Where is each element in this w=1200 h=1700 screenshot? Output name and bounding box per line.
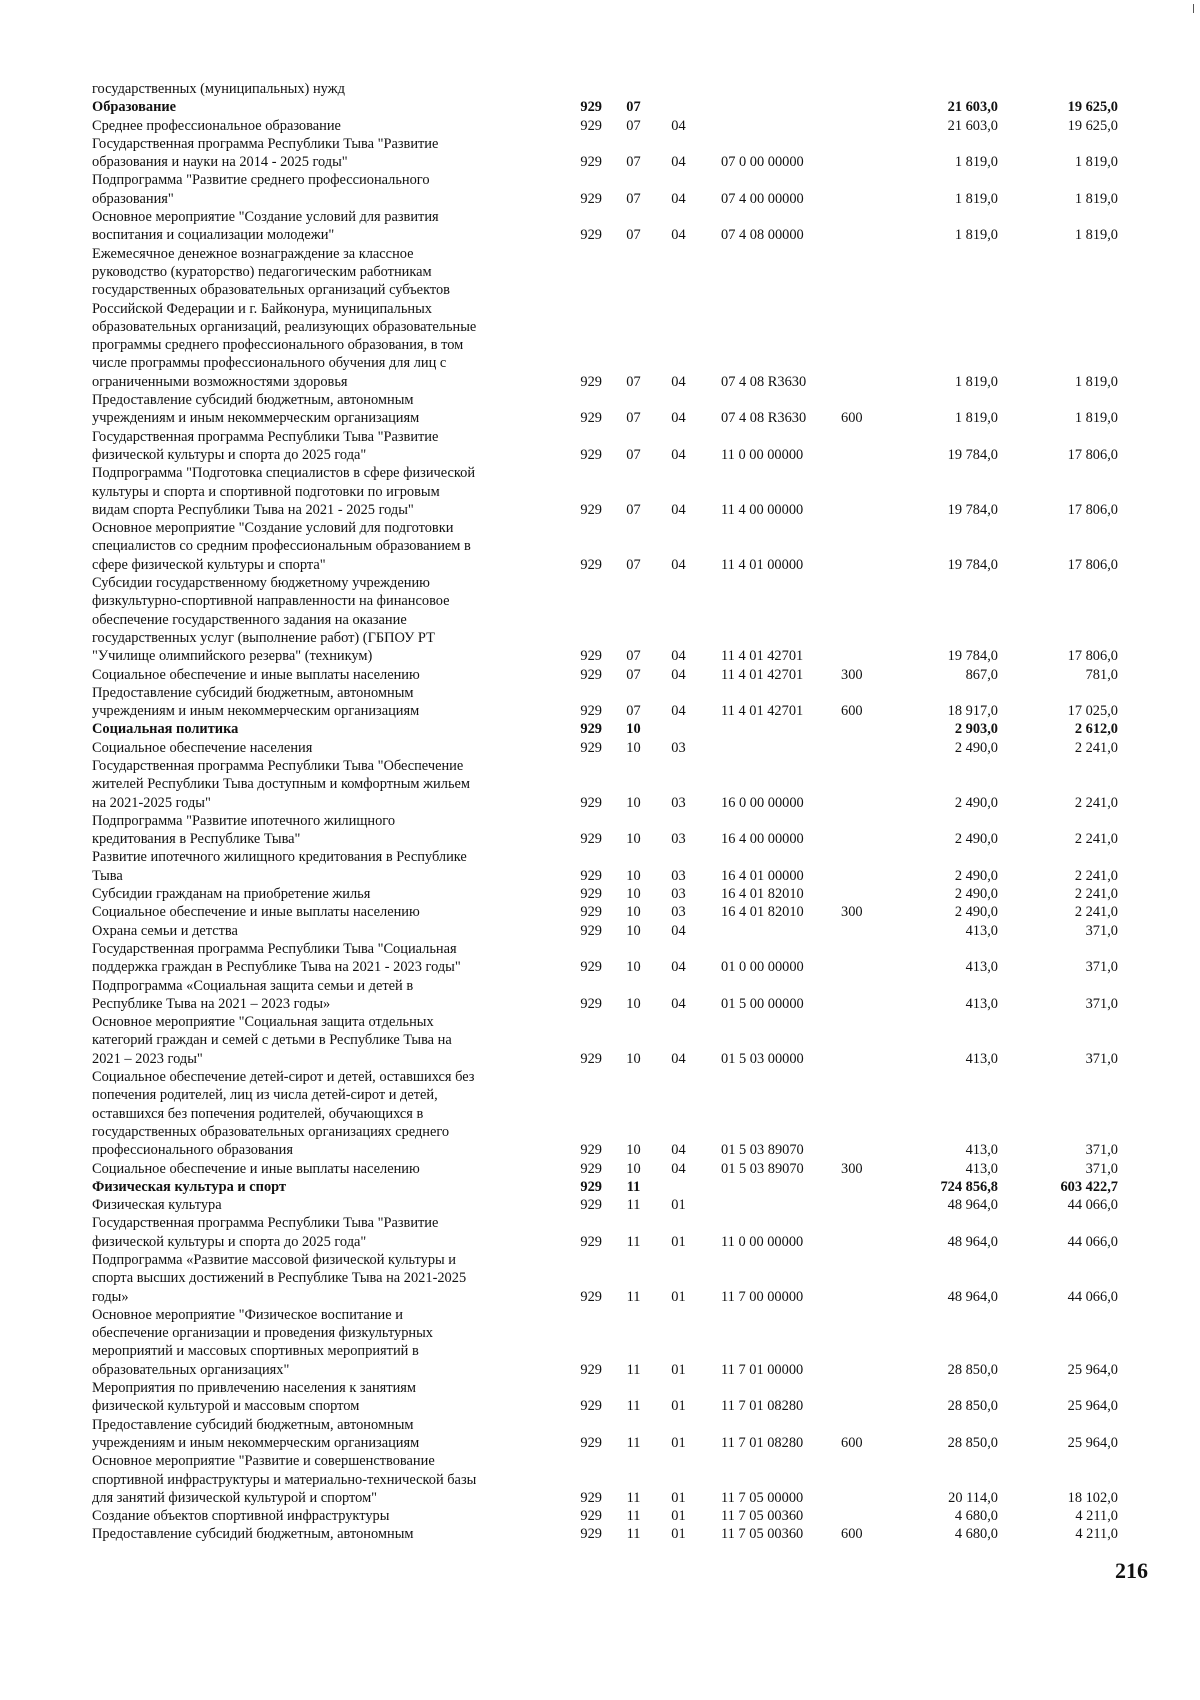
section-code: 07 bbox=[626, 227, 641, 244]
amount-year-1: 1 819,0 bbox=[954, 190, 998, 207]
amount-year-1: 413,0 bbox=[965, 995, 998, 1012]
department-code: 929 bbox=[580, 1178, 602, 1195]
amount-year-1: 1 819,0 bbox=[954, 154, 998, 171]
department-code: 929 bbox=[580, 1233, 602, 1250]
amount-year-2: 25 964,0 bbox=[1067, 1434, 1118, 1451]
amount-year-1: 48 964,0 bbox=[947, 1288, 998, 1305]
subsection-code: 04 bbox=[671, 648, 686, 665]
amount-year-2: 2 612,0 bbox=[1074, 721, 1118, 738]
subsection-code: 04 bbox=[671, 1142, 686, 1159]
amount-year-2: 2 241,0 bbox=[1074, 739, 1118, 756]
subsection-code: 04 bbox=[671, 154, 686, 171]
section-code: 10 bbox=[626, 886, 641, 903]
amount-year-1: 20 114,0 bbox=[948, 1489, 998, 1506]
row-name: Подпрограмма «Развитие массовой физической культуры и спорта высших достижений в Республике Тыва на 2021-2025 годы» bbox=[92, 1252, 467, 1305]
table-row bbox=[92, 1251, 1157, 1306]
amount-year-2: 2 241,0 bbox=[1074, 831, 1118, 848]
table-row bbox=[92, 1379, 1157, 1416]
target-article-code: 07 4 08 R3630 bbox=[721, 410, 807, 427]
amount-year-1: 18 917,0 bbox=[947, 703, 998, 720]
amount-year-1: 19 784,0 bbox=[947, 648, 998, 665]
subsection-code: 03 bbox=[671, 904, 686, 921]
subsection-code: 04 bbox=[671, 373, 686, 390]
section-code: 07 bbox=[626, 703, 641, 720]
subsection-code: 03 bbox=[671, 886, 686, 903]
amount-year-2: 371,0 bbox=[1085, 1142, 1118, 1159]
department-code: 929 bbox=[580, 831, 602, 848]
amount-year-1: 2 490,0 bbox=[954, 886, 998, 903]
amount-year-1: 2 490,0 bbox=[954, 831, 998, 848]
subsection-code: 01 bbox=[671, 1508, 686, 1525]
subsection-code: 04 bbox=[671, 227, 686, 244]
target-article-code: 11 7 01 00000 bbox=[721, 1361, 804, 1378]
section-code: 11 bbox=[626, 1489, 641, 1506]
subsection-code: 01 bbox=[671, 1526, 686, 1543]
subsection-code: 04 bbox=[671, 501, 686, 518]
row-name: Ежемесячное денежное вознаграждение за классное руководство (кураторство) педагогическим работникам государственных образовательных организаций субъектов Российской Федерации и г. Байконура, муниципальных образовательных организаций, реализующих образовательные программы среднего профессионального образования, в том числе программы профессионального обучения для лиц с ограниченными возможностями здоровья bbox=[92, 245, 477, 390]
department-code: 929 bbox=[580, 721, 602, 738]
amount-year-1: 19 784,0 bbox=[947, 501, 998, 518]
target-article-code: 16 4 00 00000 bbox=[721, 831, 804, 848]
target-article-code: 07 4 08 R3630 bbox=[721, 373, 807, 390]
table-row bbox=[92, 245, 1157, 391]
target-article-code: 11 4 01 42701 bbox=[721, 648, 804, 665]
row-name: Подпрограмма "Развитие ипотечного жилищного кредитования в Республике Тыва" bbox=[92, 812, 396, 848]
section-code: 07 bbox=[626, 190, 641, 207]
amount-year-1: 867,0 bbox=[965, 666, 998, 683]
row-name: Социальное обеспечение и иные выплаты населению bbox=[92, 904, 420, 921]
amount-year-2: 25 964,0 bbox=[1067, 1398, 1118, 1415]
amount-year-2: 371,0 bbox=[1085, 1160, 1118, 1177]
row-name: Основное мероприятие "Развитие и совершенствование спортивной инфраструктуры и материально-технической базы для занятий физической культурой и спортом" bbox=[92, 1453, 477, 1506]
row-name: Основное мероприятие "Физическое воспитание и обеспечение организации и проведения физкультурных мероприятий и массовых спортивных мероприятий в образовательных организациях" bbox=[92, 1306, 433, 1378]
department-code: 929 bbox=[580, 1197, 602, 1214]
amount-year-2: 371,0 bbox=[1085, 922, 1118, 939]
amount-year-2: 25 964,0 bbox=[1067, 1361, 1118, 1378]
section-code: 11 bbox=[626, 1288, 641, 1305]
row-name: Развитие ипотечного жилищного кредитования в Республике Тыва bbox=[92, 849, 467, 884]
row-name: Подпрограмма "Развитие среднего профессионального образования" bbox=[92, 172, 430, 207]
row-name: Социальное обеспечение и иные выплаты населению bbox=[92, 666, 420, 683]
department-code: 929 bbox=[580, 556, 602, 573]
subsection-code: 03 bbox=[671, 831, 686, 848]
subsection-code: 01 bbox=[671, 1489, 686, 1506]
department-code: 929 bbox=[580, 867, 602, 884]
expense-type-code: 600 bbox=[841, 410, 863, 427]
subsection-code: 01 bbox=[671, 1361, 686, 1378]
subsection-code: 04 bbox=[671, 1050, 686, 1067]
section-code: 11 bbox=[626, 1434, 641, 1451]
amount-year-1: 4 680,0 bbox=[954, 1508, 998, 1525]
row-name: Подпрограмма "Подготовка специалистов в сфере физической культуры и спорта и спортивной подготовки по игровым видам спорта Республики Тыва на 2021 - 2025 годы" bbox=[92, 465, 476, 518]
amount-year-1: 28 850,0 bbox=[947, 1434, 998, 1451]
department-code: 929 bbox=[580, 703, 602, 720]
amount-year-2: 44 066,0 bbox=[1067, 1233, 1118, 1250]
target-article-code: 11 4 01 42701 bbox=[721, 666, 804, 683]
section-code: 10 bbox=[626, 1142, 641, 1159]
subsection-code: 04 bbox=[671, 666, 686, 683]
department-code: 929 bbox=[580, 227, 602, 244]
table-row bbox=[92, 464, 1157, 519]
amount-year-1: 48 964,0 bbox=[947, 1197, 998, 1214]
row-name: Физическая культура и спорт bbox=[92, 1178, 287, 1195]
table-row bbox=[92, 757, 1157, 812]
table-row bbox=[92, 208, 1157, 245]
section-code: 11 bbox=[626, 1233, 641, 1250]
amount-year-2: 17 806,0 bbox=[1067, 556, 1118, 573]
section-code: 11 bbox=[626, 1398, 641, 1415]
subsection-code: 04 bbox=[671, 117, 686, 134]
department-code: 929 bbox=[580, 410, 602, 427]
target-article-code: 11 7 05 00360 bbox=[721, 1508, 804, 1525]
amount-year-1: 28 850,0 bbox=[947, 1361, 998, 1378]
section-code: 11 bbox=[626, 1197, 641, 1214]
section-code: 10 bbox=[626, 959, 641, 976]
table-row bbox=[92, 848, 1157, 885]
table-row bbox=[92, 922, 1157, 940]
section-code: 10 bbox=[626, 721, 641, 738]
amount-year-2: 18 102,0 bbox=[1067, 1489, 1118, 1506]
department-code: 929 bbox=[580, 117, 602, 134]
subsection-code: 04 bbox=[671, 1160, 686, 1177]
row-name: Субсидии государственному бюджетному учреждению физкультурно-спортивной направленности на финансовое обеспечение государственного задания на оказание государственных услуг (выполнение работ) (ГБПОУ РТ "Училище олимпийского резерва" (техникум) bbox=[92, 575, 450, 665]
row-name: Государственная программа Республики Тыва "Развитие физической культуры и спорта до 2025 года" bbox=[92, 428, 439, 463]
amount-year-2: 17 025,0 bbox=[1067, 703, 1118, 720]
amount-year-1: 413,0 bbox=[965, 959, 998, 976]
subsection-code: 04 bbox=[671, 959, 686, 976]
department-code: 929 bbox=[580, 373, 602, 390]
target-article-code: 11 4 01 00000 bbox=[721, 556, 804, 573]
amount-year-1: 19 784,0 bbox=[947, 446, 998, 463]
table-row bbox=[92, 1160, 1157, 1178]
table-row bbox=[92, 977, 1157, 1014]
department-code: 929 bbox=[580, 995, 602, 1012]
table-row bbox=[92, 98, 1157, 116]
section-code: 10 bbox=[626, 1050, 641, 1067]
subsection-code: 04 bbox=[671, 556, 686, 573]
section-code: 10 bbox=[626, 995, 641, 1012]
subsection-code: 04 bbox=[671, 703, 686, 720]
row-name: Среднее профессиональное образование bbox=[92, 117, 341, 134]
section-code: 10 bbox=[626, 904, 641, 921]
amount-year-1: 21 603,0 bbox=[947, 117, 998, 134]
target-article-code: 11 7 00 00000 bbox=[721, 1288, 804, 1305]
amount-year-2: 44 066,0 bbox=[1067, 1288, 1118, 1305]
amount-year-2: 17 806,0 bbox=[1067, 446, 1118, 463]
table-row bbox=[92, 574, 1157, 665]
row-name: Подпрограмма «Социальная защита семьи и детей в Республике Тыва на 2021 – 2023 годы» bbox=[92, 977, 414, 1012]
section-code: 07 bbox=[626, 556, 641, 573]
subsection-code: 04 bbox=[671, 995, 686, 1012]
amount-year-1: 413,0 bbox=[965, 1142, 998, 1159]
table-row bbox=[92, 1013, 1157, 1068]
subsection-code: 01 bbox=[671, 1288, 686, 1305]
subsection-code: 01 bbox=[671, 1434, 686, 1451]
table-row bbox=[92, 720, 1157, 738]
row-name: Предоставление субсидий бюджетным, автономным bbox=[92, 1526, 414, 1543]
amount-year-1: 1 819,0 bbox=[954, 373, 998, 390]
row-name: Предоставление субсидий бюджетным, автономным учреждениям и иным некоммерческим организациям bbox=[92, 1416, 420, 1451]
target-article-code: 16 4 01 82010 bbox=[721, 904, 804, 921]
amount-year-1: 724 856,8 bbox=[940, 1178, 998, 1195]
amount-year-2: 44 066,0 bbox=[1067, 1197, 1118, 1214]
table-row bbox=[92, 812, 1157, 849]
department-code: 929 bbox=[580, 446, 602, 463]
department-code: 929 bbox=[580, 1050, 602, 1067]
subsection-code: 03 bbox=[671, 867, 686, 884]
target-article-code: 16 4 01 00000 bbox=[721, 867, 804, 884]
amount-year-1: 4 680,0 bbox=[954, 1526, 998, 1543]
row-name: Основное мероприятие "Социальная защита отдельных категорий граждан и семей с детьми в Республике Тыва на 2021 – 2023 годы" bbox=[92, 1014, 452, 1067]
table-row bbox=[92, 80, 1157, 98]
department-code: 929 bbox=[580, 666, 602, 683]
amount-year-2: 2 241,0 bbox=[1074, 904, 1118, 921]
section-code: 10 bbox=[626, 922, 641, 939]
department-code: 929 bbox=[580, 959, 602, 976]
department-code: 929 bbox=[580, 794, 602, 811]
target-article-code: 01 5 03 00000 bbox=[721, 1050, 804, 1067]
department-code: 929 bbox=[580, 886, 602, 903]
section-code: 07 bbox=[626, 154, 641, 171]
section-code: 07 bbox=[626, 446, 641, 463]
table-row bbox=[92, 1525, 1157, 1543]
expense-type-code: 300 bbox=[841, 1160, 863, 1177]
amount-year-1: 28 850,0 bbox=[947, 1398, 998, 1415]
row-name: Социальное обеспечение и иные выплаты населению bbox=[92, 1160, 420, 1177]
row-name: Субсидии гражданам на приобретение жилья bbox=[92, 886, 371, 903]
target-article-code: 01 0 00 00000 bbox=[721, 959, 804, 976]
department-code: 929 bbox=[580, 1142, 602, 1159]
target-article-code: 01 5 00 00000 bbox=[721, 995, 804, 1012]
amount-year-2: 2 241,0 bbox=[1074, 886, 1118, 903]
amount-year-1: 2 490,0 bbox=[954, 904, 998, 921]
target-article-code: 07 4 00 00000 bbox=[721, 190, 804, 207]
amount-year-2: 1 819,0 bbox=[1074, 154, 1118, 171]
amount-year-1: 413,0 bbox=[965, 1050, 998, 1067]
amount-year-1: 2 490,0 bbox=[954, 739, 998, 756]
row-name: Государственная программа Республики Тыва "Обеспечение жителей Республики Тыва доступным и комфортным жильем на 2021-2025 годы" bbox=[92, 757, 470, 811]
section-code: 10 bbox=[626, 1160, 641, 1177]
target-article-code: 16 4 01 82010 bbox=[721, 886, 804, 903]
target-article-code: 11 0 00 00000 bbox=[721, 446, 804, 463]
section-code: 11 bbox=[626, 1508, 641, 1525]
expense-type-code: 600 bbox=[841, 1434, 863, 1451]
amount-year-2: 1 819,0 bbox=[1074, 410, 1118, 427]
amount-year-2: 1 819,0 bbox=[1074, 190, 1118, 207]
target-article-code: 01 5 03 89070 bbox=[721, 1160, 804, 1177]
table-row bbox=[92, 940, 1157, 977]
row-name: Основное мероприятие "Создание условий для подготовки специалистов со средним профессиональным образованием в сфере физической культуры и спорта" bbox=[92, 520, 471, 573]
amount-year-1: 413,0 bbox=[965, 1160, 998, 1177]
subsection-code: 04 bbox=[671, 190, 686, 207]
row-name: Социальное обеспечение населения bbox=[92, 739, 313, 756]
subsection-code: 01 bbox=[671, 1197, 686, 1214]
amount-year-2: 4 211,0 bbox=[1075, 1526, 1118, 1543]
table-row bbox=[92, 1306, 1157, 1379]
row-name: Образование bbox=[92, 99, 177, 116]
amount-year-1: 21 603,0 bbox=[947, 99, 998, 116]
table-row bbox=[92, 135, 1157, 172]
section-code: 07 bbox=[626, 99, 641, 116]
table-row bbox=[92, 739, 1157, 757]
amount-year-2: 2 241,0 bbox=[1074, 794, 1118, 811]
amount-year-1: 19 784,0 bbox=[947, 556, 998, 573]
target-article-code: 11 7 05 00000 bbox=[721, 1489, 804, 1506]
department-code: 929 bbox=[580, 99, 602, 116]
amount-year-1: 1 819,0 bbox=[954, 227, 998, 244]
row-name: Основное мероприятие "Создание условий для развития воспитания и социализации молодежи" bbox=[92, 209, 439, 244]
table-row bbox=[92, 885, 1157, 903]
amount-year-2: 603 422,7 bbox=[1060, 1178, 1118, 1195]
target-article-code: 11 7 05 00360 bbox=[721, 1526, 804, 1543]
section-code: 11 bbox=[626, 1178, 641, 1195]
subsection-code: 03 bbox=[671, 794, 686, 811]
section-code: 11 bbox=[626, 1526, 641, 1543]
section-code: 07 bbox=[626, 501, 641, 518]
section-code: 10 bbox=[626, 794, 641, 811]
row-name: государственных (муниципальных) нужд bbox=[92, 81, 345, 97]
section-code: 07 bbox=[626, 666, 641, 683]
department-code: 929 bbox=[580, 1434, 602, 1451]
amount-year-2: 1 819,0 bbox=[1074, 227, 1118, 244]
page-number: 216 bbox=[1115, 1558, 1148, 1583]
table-row bbox=[92, 1214, 1157, 1251]
target-article-code: 16 0 00 00000 bbox=[721, 794, 804, 811]
row-name: Предоставление субсидий бюджетным, автономным учреждениям и иным некоммерческим организациям bbox=[92, 392, 420, 427]
amount-year-1: 2 903,0 bbox=[954, 721, 998, 738]
subsection-code: 03 bbox=[671, 739, 686, 756]
table-row bbox=[92, 684, 1157, 721]
table-row bbox=[92, 1452, 1157, 1507]
amount-year-2: 19 625,0 bbox=[1067, 99, 1118, 116]
table-row bbox=[92, 1068, 1157, 1159]
section-code: 11 bbox=[626, 1361, 641, 1378]
subsection-code: 04 bbox=[671, 922, 686, 939]
section-code: 10 bbox=[626, 831, 641, 848]
target-article-code: 11 0 00 00000 bbox=[721, 1233, 804, 1250]
expense-type-code: 300 bbox=[841, 666, 863, 683]
section-code: 07 bbox=[626, 373, 641, 390]
subsection-code: 04 bbox=[671, 446, 686, 463]
amount-year-2: 1 819,0 bbox=[1074, 373, 1118, 390]
amount-year-1: 413,0 bbox=[965, 922, 998, 939]
target-article-code: 11 4 00 00000 bbox=[721, 501, 804, 518]
table-row bbox=[92, 1196, 1157, 1214]
amount-year-2: 371,0 bbox=[1085, 995, 1118, 1012]
target-article-code: 07 0 00 00000 bbox=[721, 154, 804, 171]
row-name: Предоставление субсидий бюджетным, автономным учреждениям и иным некоммерческим организациям bbox=[92, 684, 420, 720]
department-code: 929 bbox=[580, 1160, 602, 1177]
amount-year-2: 371,0 bbox=[1085, 959, 1118, 976]
department-code: 929 bbox=[580, 1508, 602, 1525]
department-code: 929 bbox=[580, 1489, 602, 1506]
row-name: Государственная программа Республики Тыва "Развитие физической культуры и спорта до 2025 года" bbox=[92, 1215, 439, 1250]
target-article-code: 07 4 08 00000 bbox=[721, 227, 804, 244]
budget-table bbox=[92, 80, 1157, 1544]
target-article-code: 01 5 03 89070 bbox=[721, 1142, 804, 1159]
department-code: 929 bbox=[580, 739, 602, 756]
amount-year-2: 17 806,0 bbox=[1067, 501, 1118, 518]
row-name: Социальная политика bbox=[92, 721, 239, 738]
table-row bbox=[92, 519, 1157, 574]
subsection-code: 01 bbox=[671, 1233, 686, 1250]
row-name: Физическая культура bbox=[92, 1197, 222, 1214]
table-row bbox=[92, 1416, 1157, 1453]
department-code: 929 bbox=[580, 1398, 602, 1415]
department-code: 929 bbox=[580, 922, 602, 939]
department-code: 929 bbox=[580, 1361, 602, 1378]
target-article-code: 11 7 01 08280 bbox=[721, 1434, 804, 1451]
row-name: Государственная программа Республики Тыва "Развитие образования и науки на 2014 - 2025 годы" bbox=[92, 135, 439, 171]
department-code: 929 bbox=[580, 190, 602, 207]
target-article-code: 11 7 01 08280 bbox=[721, 1398, 804, 1415]
section-code: 07 bbox=[626, 648, 641, 665]
amount-year-1: 2 490,0 bbox=[954, 867, 998, 884]
amount-year-2: 2 241,0 bbox=[1074, 867, 1118, 884]
department-code: 929 bbox=[580, 648, 602, 665]
expense-type-code: 300 bbox=[841, 904, 863, 921]
target-article-code: 11 4 01 42701 bbox=[721, 703, 804, 720]
amount-year-2: 4 211,0 bbox=[1075, 1508, 1118, 1525]
amount-year-2: 371,0 bbox=[1085, 1050, 1118, 1067]
amount-year-1: 48 964,0 bbox=[947, 1233, 998, 1250]
department-code: 929 bbox=[580, 154, 602, 171]
section-code: 10 bbox=[626, 867, 641, 884]
section-code: 07 bbox=[626, 410, 641, 427]
amount-year-2: 19 625,0 bbox=[1067, 117, 1118, 134]
table-row bbox=[92, 666, 1157, 684]
scan-edge-mark bbox=[1193, 4, 1194, 13]
department-code: 929 bbox=[580, 904, 602, 921]
table-row bbox=[92, 117, 1157, 135]
expense-type-code: 600 bbox=[841, 703, 863, 720]
section-code: 07 bbox=[626, 117, 641, 134]
department-code: 929 bbox=[580, 1288, 602, 1305]
department-code: 929 bbox=[580, 501, 602, 518]
row-name: Государственная программа Республики Тыва "Социальная поддержка граждан в Республике Тыва на 2021 - 2023 годы" bbox=[92, 940, 461, 976]
row-name: Охрана семьи и детства bbox=[92, 922, 238, 939]
row-name: Социальное обеспечение детей-сирот и детей, оставшихся без попечения родителей, лиц из числа детей-сирот и детей, оставшихся без попечения родителей, обучающихся в государственных образовательных организациях среднего профессионального образования bbox=[92, 1069, 475, 1159]
table-row bbox=[92, 391, 1157, 428]
table-row bbox=[92, 1178, 1157, 1196]
table-row bbox=[92, 903, 1157, 921]
amount-year-1: 1 819,0 bbox=[954, 410, 998, 427]
row-name: Создание объектов спортивной инфраструктуры bbox=[92, 1508, 390, 1525]
department-code: 929 bbox=[580, 1526, 602, 1543]
row-name: Мероприятия по привлечению населения к занятиям физической культурой и массовым спортом bbox=[92, 1380, 417, 1415]
subsection-code: 01 bbox=[671, 1398, 686, 1415]
table-row bbox=[92, 428, 1157, 465]
table-row bbox=[92, 1507, 1157, 1525]
amount-year-2: 17 806,0 bbox=[1067, 648, 1118, 665]
section-code: 10 bbox=[626, 739, 641, 756]
expense-type-code: 600 bbox=[841, 1526, 863, 1543]
subsection-code: 04 bbox=[671, 410, 686, 427]
amount-year-1: 2 490,0 bbox=[954, 794, 998, 811]
amount-year-2: 781,0 bbox=[1085, 666, 1118, 683]
table-row bbox=[92, 171, 1157, 208]
